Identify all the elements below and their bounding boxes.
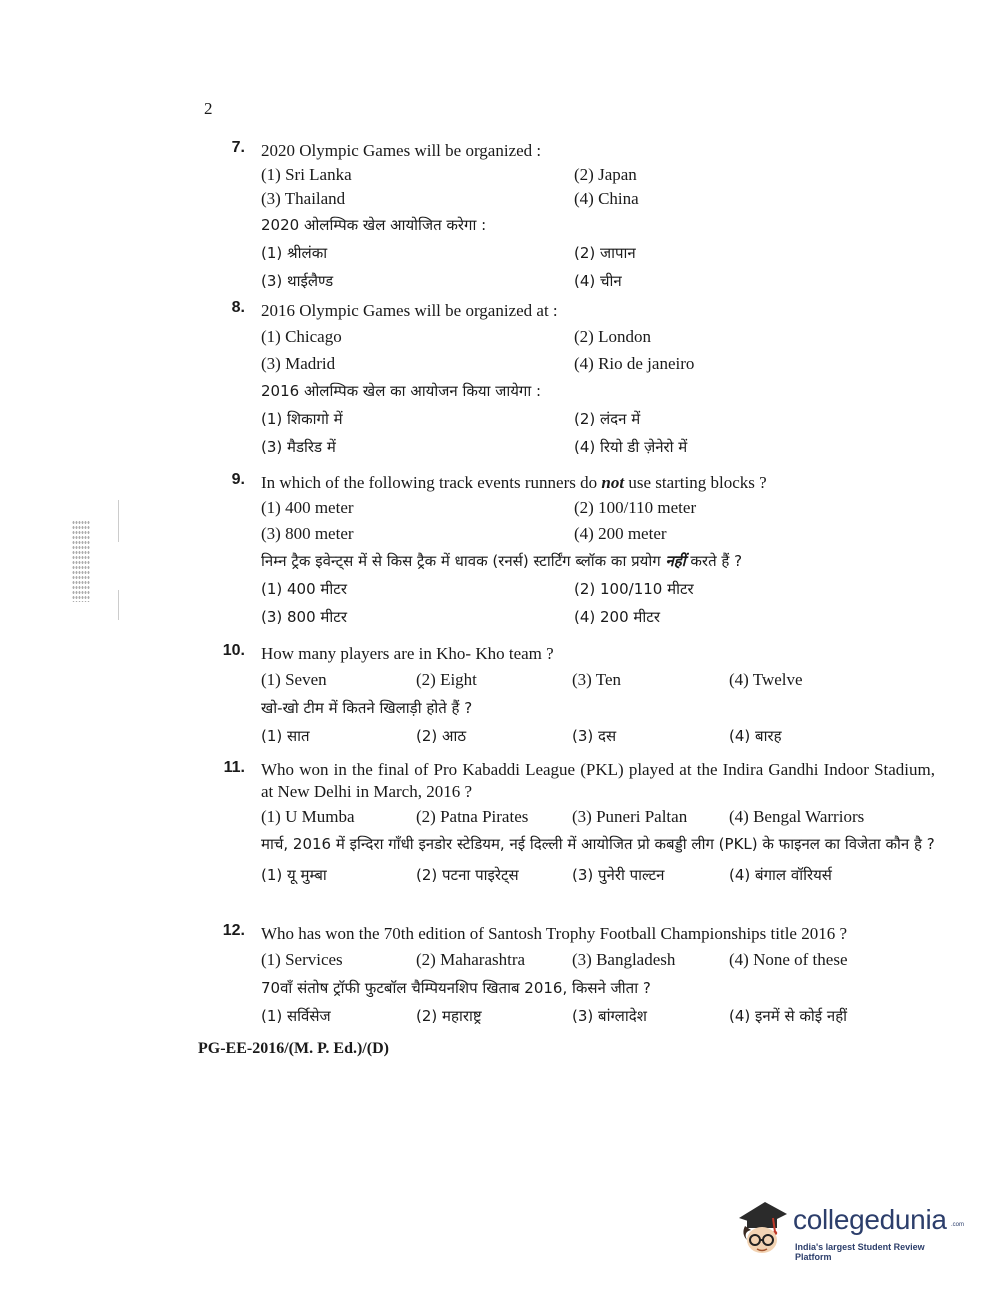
question-text-en: How many players are in Kho- Kho team ? (261, 644, 554, 663)
option-hi: (3) 800 मीटर (261, 608, 347, 626)
question-text-en: Who won in the final of Pro Kabaddi League (PKL) played at the Indira Gandhi Indoor Stadium, at New Delhi in March, 2016 ? (261, 760, 935, 801)
question-text-hi: 70वाँ संतोष ट्रॉफी फुटबॉल चैम्पियनशिप खिताब 2016, किसने जीता ? (261, 979, 651, 997)
option-en: (4) 200 meter (574, 524, 667, 543)
option-hi: (2) 100/110 मीटर (574, 580, 694, 598)
question-12 (215, 922, 935, 1030)
option-hi: (4) 200 मीटर (574, 608, 660, 626)
option-en: (4) Bengal Warriors (729, 807, 865, 826)
option-en: (2) 100/110 meter (574, 498, 697, 517)
option-en: (2) Japan (574, 165, 637, 184)
option-hi: (3) मैडरिड में (261, 438, 336, 456)
question-number: 10. (222, 642, 245, 659)
option-hi: (1) सात (261, 727, 310, 745)
option-hi: (3) बांग्लादेश (572, 1007, 647, 1025)
paper-code-footer: PG-EE-2016/(M. P. Ed.)/(D) (198, 1040, 389, 1057)
option-en: (2) London (574, 327, 651, 346)
option-en: (3) 800 meter (261, 524, 354, 543)
question-number: 8. (231, 299, 245, 316)
option-hi: (1) सर्विसेज (261, 1007, 331, 1025)
option-hi: (4) बंगाल वॉरियर्स (729, 866, 832, 884)
option-hi: (2) आठ (416, 727, 467, 745)
question-text-en: 2020 Olympic Games will be organized : (261, 141, 542, 160)
option-en: (3) Puneri Paltan (572, 807, 688, 826)
option-en: (4) None of these (729, 950, 848, 969)
logo-suffix: .com (951, 1222, 965, 1228)
option-hi: (1) यू मुम्बा (261, 866, 327, 884)
option-hi: (4) रियो डी ज़ेनेरो में (574, 438, 688, 456)
logo-tagline: India's largest Student Review Platform (795, 1242, 925, 1262)
collegedunia-logo (735, 1196, 963, 1266)
question-11 (215, 759, 935, 889)
option-en: (3) Madrid (261, 354, 336, 373)
option-hi: (2) पटना पाइरेट्स (416, 866, 519, 884)
question-text-hi: 2016 ओलम्पिक खेल का आयोजन किया जायेगा : (261, 382, 542, 400)
option-hi: (3) दस (572, 727, 617, 745)
option-hi: (3) थाईलैण्ड (261, 272, 334, 290)
question-text-hi: खो-खो टीम में कितने खिलाड़ी होते हैं ? (261, 699, 473, 717)
option-hi: (4) चीन (574, 272, 622, 290)
question-9 (215, 471, 935, 631)
option-en: (2) Patna Pirates (416, 807, 529, 826)
option-hi: (3) पुनेरी पाल्टन (572, 866, 665, 884)
option-en: (2) Maharashtra (416, 950, 526, 969)
option-en: (3) Ten (572, 670, 622, 689)
question-number: 12. (222, 922, 245, 939)
option-en: (1) U Mumba (261, 807, 355, 826)
option-hi: (2) लंदन में (574, 410, 641, 428)
option-hi: (4) बारह (729, 727, 782, 745)
logo-wordmark: collegedunia (793, 1204, 947, 1235)
question-text-en: Who has won the 70th edition of Santosh Trophy Football Championships title 2016 ? (261, 924, 848, 943)
option-en: (1) Chicago (261, 327, 342, 346)
mascot-icon (735, 1196, 791, 1262)
emphasis-not-hi: नहीं (665, 552, 686, 570)
option-hi: (1) श्रीलंका (261, 244, 328, 262)
option-hi: (2) जापान (574, 244, 636, 262)
question-number: 11. (223, 759, 245, 776)
question-7 (215, 139, 935, 295)
option-en: (4) China (574, 189, 639, 208)
option-hi: (2) महाराष्ट्र (416, 1007, 482, 1025)
emphasis-not: not (601, 473, 625, 492)
margin-line (118, 500, 119, 542)
option-en: (1) Sri Lanka (261, 165, 352, 184)
question-text-en: In which of the following track events runners do not use starting blocks ? (261, 473, 767, 492)
option-en: (1) Services (261, 950, 343, 969)
question-text-hi: 2020 ओलम्पिक खेल आयोजित करेगा : (261, 216, 487, 234)
question-number: 9. (231, 471, 245, 488)
option-en: (1) 400 meter (261, 498, 354, 517)
question-8 (215, 299, 935, 461)
option-hi: (4) इनमें से कोई नहीं (729, 1007, 848, 1025)
option-en: (3) Thailand (261, 189, 346, 208)
question-number: 7. (231, 139, 245, 156)
margin-line (118, 590, 119, 620)
option-en: (2) Eight (416, 670, 477, 689)
option-hi: (1) शिकागो में (261, 410, 343, 428)
option-hi: (1) 400 मीटर (261, 580, 347, 598)
question-text-en: 2016 Olympic Games will be organized at : (261, 301, 558, 320)
question-10 (215, 642, 935, 750)
option-en: (4) Twelve (729, 670, 803, 689)
option-en: (3) Bangladesh (572, 950, 676, 969)
option-en: (1) Seven (261, 670, 327, 689)
option-en: (4) Rio de janeiro (574, 354, 695, 373)
page-number: 2 (204, 99, 213, 118)
question-text-hi: मार्च, 2016 में इन्दिरा गाँधी इनडोर स्टेडियम, नई दिल्ली में आयोजित प्रो कबड्डी लीग (PKL) के फाइनल का विजेता कौन है ? (261, 835, 935, 853)
margin-dots (72, 520, 90, 602)
question-text-hi: निम्न ट्रैक इवेन्ट्स में से किस ट्रैक में धावक (रनर्स) स्टार्टिंग ब्लॉक का प्रयोग नहीं करते हैं ? (261, 552, 743, 570)
